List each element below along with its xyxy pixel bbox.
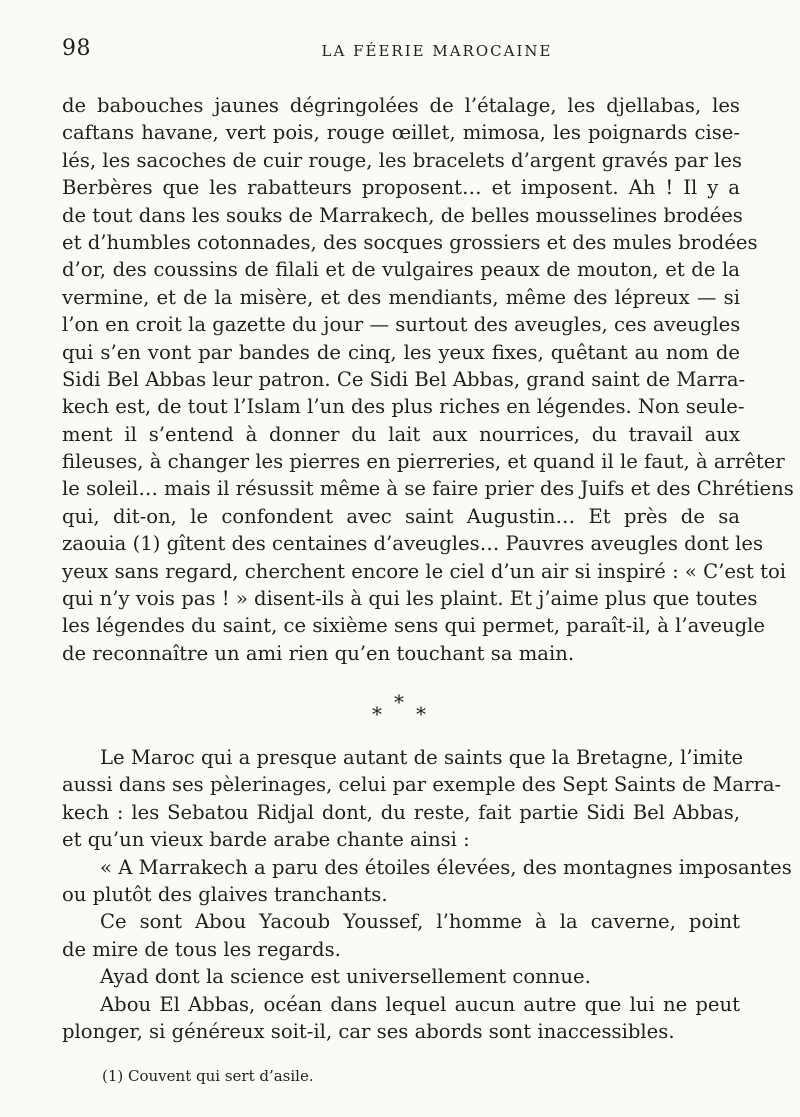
text-line: le soleil… mais il résussit même à se faire prier des Juifs et des Chrétiens	[62, 477, 794, 501]
quote-line: Ce sont Abou Yacoub Youssef, l’homme à la caverne, point	[100, 910, 740, 934]
text-line: lés, les sacoches de cuir rouge, les bracelets d’argent gravés par les	[62, 148, 742, 172]
quote-line: ou plutôt des glaives tranchants.	[62, 882, 388, 906]
text-line: de babouches jaunes dégringolées de l’étalage, les djellabas, les	[62, 94, 740, 117]
text-line: zaouia (1) gîtent des centaines d’aveugles… Pauvres aveugles dont les	[62, 532, 764, 556]
text-line: et d’humbles cotonnades, des socques grossiers et des mules brodées	[62, 230, 758, 254]
text-line: et qu’un vieux barde arabe chante ainsi :	[62, 828, 470, 852]
text-line: de reconnaître un ami rien qu’en touchant sa main.	[62, 641, 575, 665]
text-line: kech est, de tout l’Islam l’un des plus riches en légendes. Non seule-	[62, 395, 745, 419]
text-line: vermine, et de la misère, et des mendiants, même des lépreux — si	[62, 285, 740, 309]
asterisk: *	[394, 690, 404, 714]
quote-line: « A Marrakech a paru des étoiles élevées, des montagnes imposantes	[100, 855, 792, 879]
asterisk: *	[372, 702, 382, 726]
page-number: 98	[62, 36, 91, 61]
running-title: LA FÉERIE MAROCAINE	[321, 42, 553, 60]
paragraph-1	[62, 92, 794, 667]
text-line: les légendes du saint, ce sixième sens qui permet, paraît-il, à l’aveugle	[62, 614, 765, 638]
text-line: kech : les Sebatou Ridjal dont, du reste, fait partie Sidi Bel Abbas,	[62, 800, 740, 824]
text-line: qui s’en vont par bandes de cinq, les yeux fixes, quêtant au nom de	[62, 340, 740, 364]
text-line: Le Maroc qui a presque autant de saints que la Bretagne, l’imite	[100, 746, 744, 769]
text-line: caftans havane, vert pois, rouge œillet, mimosa, les poignards cise-	[62, 121, 740, 145]
page-header	[62, 36, 742, 66]
text-line: l’on en croit la gazette du jour — surtout des aveugles, ces aveugles	[62, 313, 741, 337]
quote-line: de mire de tous les regards.	[62, 937, 341, 961]
text-line: de tout dans les souks de Marrakech, de belles mousselines brodées	[62, 203, 743, 227]
text-line: qui n’y vois pas ! » disent-ils à qui les plaint. Et j’aime plus que toutes	[62, 587, 758, 611]
text-line: qui, dit-on, le confondent avec saint Augustin… Et près de sa	[62, 504, 740, 528]
quote-line: Abou El Abbas, océan dans lequel aucun autre que lui ne peut	[100, 992, 740, 1016]
text-line: d’or, des coussins de filali et de vulgaires peaux de mouton, et de la	[62, 258, 740, 282]
asterisk: *	[416, 702, 426, 726]
text-line: yeux sans regard, cherchent encore le ciel d’un air si inspiré : « C’est toi	[62, 559, 787, 583]
quote-line: Ayad dont la science est universellement connue.	[100, 965, 591, 989]
text-line: aussi dans ses pèlerinages, celui par exemple des Sept Saints de Marra-	[62, 773, 782, 797]
text-line: Sidi Bel Abbas leur patron. Ce Sidi Bel Abbas, grand saint de Marra-	[62, 367, 746, 391]
footnote: (1) Couvent qui sert d’asile.	[102, 1067, 314, 1085]
quote-line: plonger, si généreux soit-il, car ses abords sont inaccessibles.	[62, 1019, 675, 1043]
text-line: ment il s’entend à donner du lait aux nourrices, du travail aux	[62, 422, 740, 446]
text-line: Berbères que les rabatteurs proposent… et imposent. Ah ! Il y a	[62, 176, 740, 200]
paragraph-2	[62, 744, 792, 1045]
text-line: fileuses, à changer les pierres en pierreries, et quand il le faut, à arrêter	[62, 450, 785, 474]
section-break-asterism	[0, 690, 800, 724]
